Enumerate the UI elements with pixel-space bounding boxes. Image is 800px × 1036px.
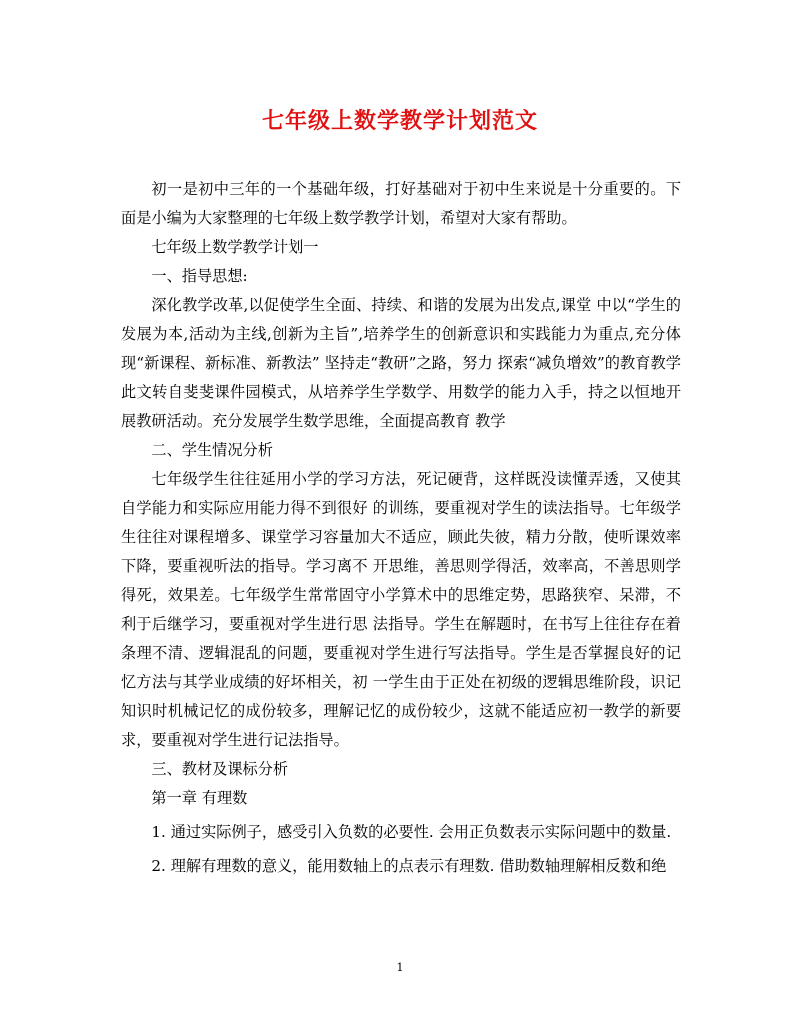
paragraph-guiding-ideology: 深化教学改革,以促使学生全面、持续、和谐的发展为出发点,课堂 中以“学生的发展为本,活动为主线,创新为主旨”,培养学生的创新意识和实践能力为重点,充分体现“新课程、新标准、新教法” 坚持走“教研”之路，努力 探索“减负增效”的教育教学此文转自斐斐课件园模式，从培养学生学数学、用数学的能力入手，持之以恒地开展教研活动。充分发展学生数学思维，全面提高教育 教学 <box>121 296 681 430</box>
page-number: 1 <box>396 961 404 974</box>
list-item-1: 1. 通过实际例子，感受引入负数的必要性. 会用正负数表示实际问题中的数量. <box>151 823 672 841</box>
section-heading-textbook-analysis: 三、教材及课标分析 <box>151 760 289 778</box>
section-heading-student-analysis: 二、学生情况分析 <box>151 441 273 459</box>
paragraph-student-analysis: 七年级学生往往延用小学的学习方法，死记硬背，这样既没读懂弄透，又使其自学能力和实际应用能力得不到很好 的训练，要重视对学生的读法指导。七年级学生往往对课程增多、课堂学习容量加大不适应，顾此失彼，精力分散，使听课效率下降，要重视听法的指导。学习离不 开思维，善思则学得活，效率高，不善思则学得死，效果差。七年级学生常常固守小学算术中的思维定势，思路狭窄、呆滞，不利于后继学习，要重视对学生进行思 法指导。学生在解题时，在书写上往往存在着条理不清、逻辑混乱的问题，要重视对学生进行写法指导。学生是否掌握良好的记忆方法与其学业成绩的好坏相关，初 一学生由于正处在初级的逻辑思维阶段，识记知识时机械记忆的成份较多，理解记忆的成份较少，这就不能适应初一教学的新要求，要重视对学生进行记法指导。 <box>121 470 681 749</box>
paragraph-plan-heading: 七年级上数学教学计划一 <box>151 238 319 256</box>
paragraph-intro: 初一是初中三年的一个基础年级，打好基础对于初中生来说是十分重要的。下面是小编为大家整理的七年级上数学教学计划，希望对大家有帮助。 <box>121 180 681 227</box>
document-title: 七年级上数学教学计划范文 <box>261 108 538 134</box>
document-body <box>121 175 681 881</box>
section-heading-guiding-ideology: 一、指导思想: <box>151 267 248 285</box>
list-item-2: 2. 理解有理数的意义，能用数轴上的点表示有理数. 借助数轴理解相反数和绝 <box>151 857 667 875</box>
chapter-heading: 第一章 有理数 <box>151 789 248 807</box>
